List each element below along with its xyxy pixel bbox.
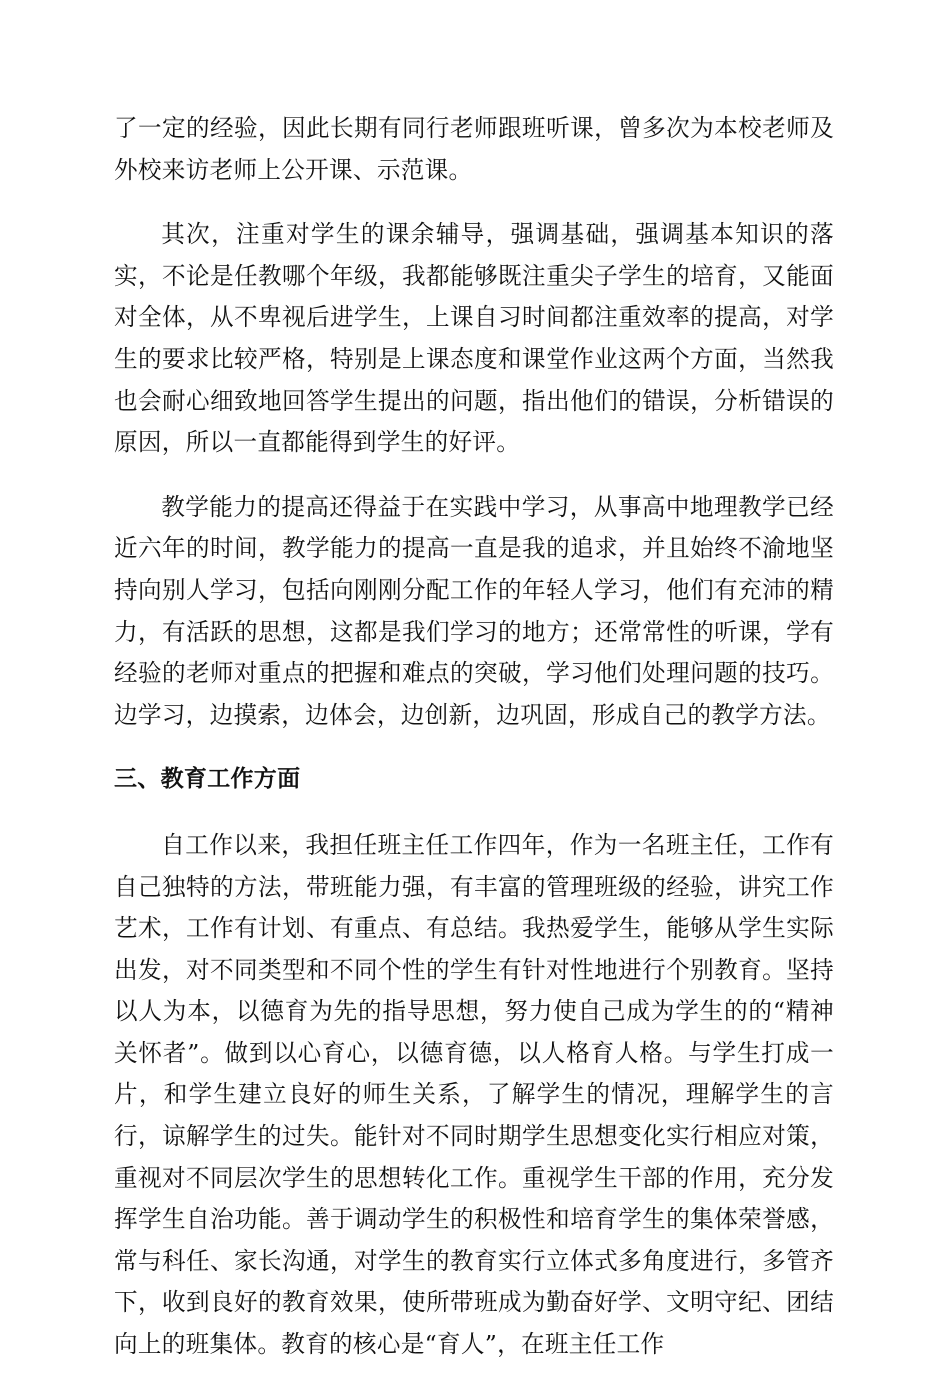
paragraph-teaching-ability: 教学能力的提高还得益于在实践中学习，从事高中地理教学已经近六年的时间，教学能力的提高一直是我的追求，并且始终不渝地坚持向别人学习，包括向刚刚分配工作的年轻人学习，他们有充沛的精力，有活跃的思想，这都是我们学习的地方；还常常性的听课，学有经验的老师对重点的把握和难点的突破，学习他们处理问题的技巧。边学习，边摸索，边体会，边创新，边巩固，形成自己的教学方法。 [114,492,834,729]
document-page [114,108,834,1389]
paragraph-tutoring: 其次，注重对学生的课余辅导，强调基础，强调基本知识的落实，不论是任教哪个年级，我都能够既注重尖子学生的培育，又能面对全体，从不卑视后进学生，上课自习时间都注重效率的提高，对学生的要求比较严格，特别是上课态度和课堂作业这两个方面，当然我也会耐心细致地回答学生提出的问题，指出他们的错误，分析错误的原因，所以一直都能得到学生的好评。 [114,220,834,457]
paragraph-class-teacher-work: 自工作以来，我担任班主任工作四年，作为一名班主任，工作有自己独特的方法，带班能力强，有丰富的管理班级的经验，讲究工作艺术，工作有计划、有重点、有总结。我热爱学生，能够从学生实际出发，对不同类型和不同个性的学生有针对性地进行个别教育。坚持以人为本，以德育为先的指导思想，努力使自己成为学生的的“精神关怀者”。做到以心育心，以德育德，以人格育人格。与学生打成一片，和学生建立良好的师生关系，了解学生的情况，理解学生的言行，谅解学生的过失。能针对不同时期学生思想变化实行相应对策，重视对不同层次学生的思想转化工作。重视学生干部的作用，充分发挥学生自治功能。善于调动学生的积极性和培育学生的集体荣誉感，常与科任、家长沟通，对学生的教育实行立体式多角度进行，多管齐下，收到良好的教育效果，使所带班成为勤奋好学、文明守纪、团结向上的班集体。教育的核心是“育人”，在班主任工作 [114,830,834,1359]
section-heading: 三、教育工作方面 [114,766,301,793]
paragraph-continuation: 了一定的经验，因此长期有同行老师跟班听课，曾多次为本校老师及外校来访老师上公开课、示范课。 [114,114,834,184]
